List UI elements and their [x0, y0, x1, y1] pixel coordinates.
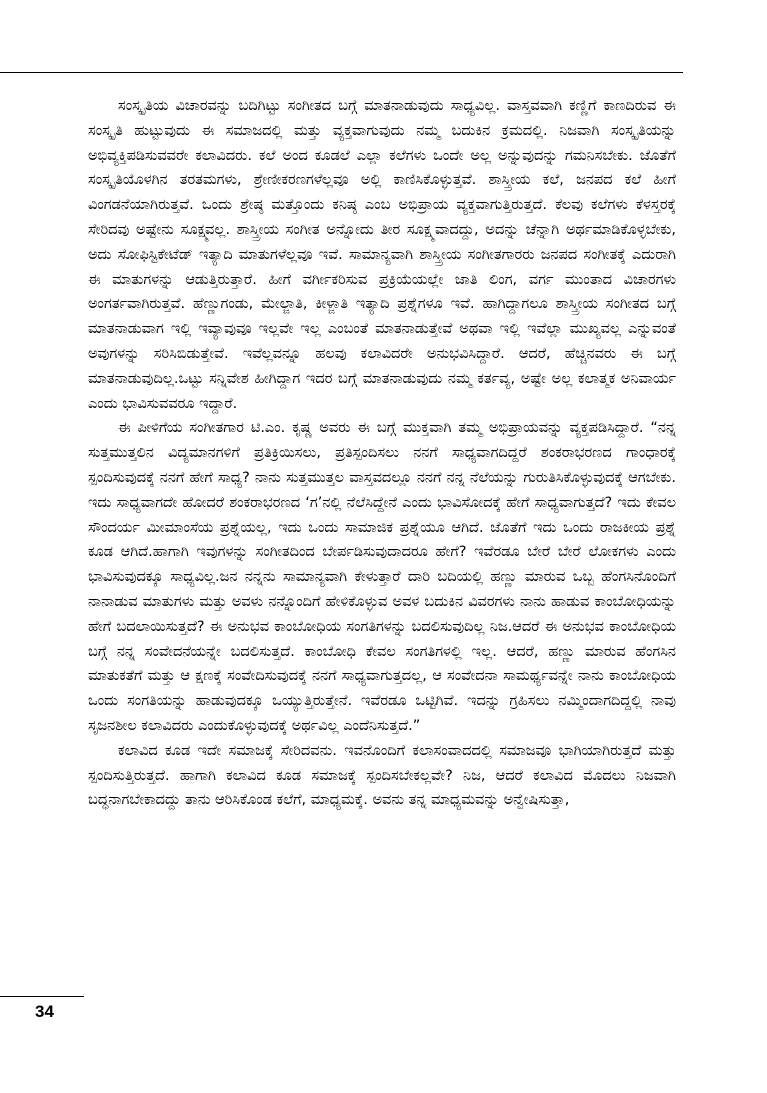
- header-rule: [0, 72, 683, 73]
- body-text: [88, 94, 676, 813]
- paragraph-3: ಕಲಾವಿದ ಕೂಡ ಇದೇ ಸಮಾಜಕ್ಕೆ ಸೇರಿದವನು. ಇವನೊಂದಿಗೆ ಕಲಾಸಂವಾದದಲ್ಲಿ ಸಮಾಜವೂ ಭಾಗಿಯಾಗಿರುತ್ತದೆ ಮತ್ತು ಸ್ಪಂದಿಸುತ್ತಿರುತ್ತದೆ. ಹಾಗಾಗಿ ಕಲಾವಿದ ಕೂಡ ಸಮಾಜಕ್ಕೆ ಸ್ಪಂದಿಸಬೇಕಲ್ಲವೇ? ನಿಜ, ಆದರೆ ಕಲಾವಿದ ಮೊದಲು ನಿಜವಾಗಿ ಬದ್ಧನಾಗಬೇಕಾದದ್ದು ತಾನು ಆರಿಸಿಕೊಂಡ ಕಲೆಗೆ, ಮಾಧ್ಯಮಕ್ಕೆ. ಅವನು ತನ್ನ ಮಾಧ್ಯಮವನ್ನು ಅನ್ವೇಷಿಸುತ್ತಾ,: [88, 742, 676, 809]
- paragraph-2: ಈ ಪೀಳಿಗೆಯ ಸಂಗೀತಗಾರ ಟಿ.ಎಂ. ಕೃಷ್ಣ ಅವರು ಈ ಬಗ್ಗೆ ಮುಕ್ತವಾಗಿ ತಮ್ಮ ಅಭಿಪ್ರಾಯವನ್ನು ವ್ಯಕ್ತಪಡಿಸಿದ್ದಾರೆ. “ನನ್ನ ಸುತ್ತಮುತ್ತಲಿನ ವಿದ್ಯಮಾನಗಳಿಗೆ ಪ್ರತಿಕ್ರಿಯಿಸಲು, ಪ್ರತಿಸ್ಪಂದಿಸಲು ನನಗೆ ಸಾಧ್ಯವಾಗದಿದ್ದರೆ ಶಂಕರಾಭರಣದ ಗಾಂಧಾರಕ್ಕೆ ಸ್ಪಂದಿಸುವುದಕ್ಕೆ ನನಗೆ ಹೇಗೆ ಸಾಧ್ಯ? ನಾನು ಸುತ್ತಮುತ್ತಲ ವಾಸ್ತವದಲ್ಲೂ ನನಗೆ ನನ್ನ ನೆಲೆಯನ್ನು ಗುರುತಿಸಿಕೊಳ್ಳುವುದಕ್ಕೆ ಆಗಬೇಕು. ಇದು ಸಾಧ್ಯವಾಗದೇ ಹೋದರೆ ಶಂಕರಾಭರಣದ ‘ಗ’ನಲ್ಲಿ ನೆಲೆಸಿದ್ದೇನೆ ಎಂದು ಭಾವಿಸೋದಕ್ಕೆ ಹೇಗೆ ಸಾಧ್ಯವಾಗುತ್ತದೆ? ಇದು ಕೇವಲ ಸೌಂದರ್ಯ ಮೀಮಾಂಸೆಯ ಪ್ರಶ್ನೆಯಲ್ಲ, ಇದು ಒಂದು ಸಾಮಾಜಿಕ ಪ್ರಶ್ನೆಯೂ ಆಗಿದೆ. ಜೊತೆಗೆ ಇದು ಒಂದು ರಾಜಕೀಯ ಪ್ರಶ್ನೆ ಕೂಡ ಆಗಿದೆ.ಹಾಗಾಗಿ ಇವುಗಳನ್ನು ಸಂಗೀತದಿಂದ ಬೇರ್ಪಡಿಸುವುದಾದರೂ ಹೇಗೆ? ಇವೆರಡೂ ಬೇರೆ ಬೇರೆ ಲೋಕಗಳು ಎಂದು ಭಾವಿಸುವುದಕ್ಕೂ ಸಾಧ್ಯವಿಲ್ಲ.ಜನ ನನ್ನನು ಸಾಮಾನ್ಯವಾಗಿ ಕೇಳುತ್ತಾರೆ ದಾರಿ ಬದಿಯಲ್ಲಿ ಹಣ್ಣು ಮಾರುವ ಒಬ್ಬ ಹೆಂಗಸಿನೊಂದಿಗೆ ನಾನಾಡುವ ಮಾತುಗಳು ಮತ್ತು ಅವಳು ನನ್ನೊಂದಿಗೆ ಹೇಳಿಕೊಳ್ಳುವ ಅವಳ ಬದುಕಿನ ವಿವರಗಳು ನಾನು ಹಾಡುವ ಕಾಂಬೋಧಿಯನ್ನು ಹೇಗೆ ಬದಲಾಯಿಸುತ್ತದೆ? ಈ ಅನುಭವ ಕಾಂಬೋಧಿಯ ಸಂಗತಿಗಳನ್ನು ಬದಲಿಸುವುದಿಲ್ಲ ನಿಜ.ಆದರೆ ಈ ಅನುಭವ ಕಾಂಬೋಧಿಯ ಬಗ್ಗೆ ನನ್ನ ಸಂವೇದನೆಯನ್ನೇ ಬದಲಿಸುತ್ತದೆ. ಕಾಂಬೋಧಿ ಕೇವಲ ಸಂಗತಿಗಳಲ್ಲಿ ಇಲ್ಲ. ಆದರೆ, ಹಣ್ಣು ಮಾರುವ ಹೆಂಗಸಿನ ಮಾತುಕತೆಗೆ ಮತ್ತು ಆ ಕ್ಷಣಕ್ಕೆ ಸಂವೇದಿಸುವುದಕ್ಕೆ ನನಗೆ ಸಾಧ್ಯವಾಗುತ್ತದಲ್ಲ, ಆ ಸಂವೇದನಾ ಸಾಮರ್ಥ್ಯವನ್ನೇ ನಾನು ಕಾಂಬೋಧಿಯ ಒಂದು ಸಂಗತಿಯನ್ನು ಹಾಡುವುದಕ್ಕೂ ಒಯ್ಯುತ್ತಿರುತ್ತೇನೆ. ಇವೆರಡೂ ಒಟ್ಟಿಗಿವೆ. ಇದನ್ನು ಗ್ರಹಿಸಲು ನಮ್ಮಿಂದಾಗದಿದ್ದಲ್ಲಿ ನಾವು ಸೃಜನಶೀಲ ಕಲಾವಿದರು ಎಂದುಕೊಳ್ಳುವುದಕ್ಕೆ ಅರ್ಥವಿಲ್ಲ ಎಂದೆನಿಸುತ್ತದೆ.”: [88, 420, 676, 734]
- footer-rule: [0, 996, 84, 997]
- page-number: 34: [35, 1002, 54, 1021]
- paragraph-1: ಸಂಸ್ಕೃತಿಯ ವಿಚಾರವನ್ನು ಬದಿಗಿಟ್ಟು ಸಂಗೀತದ ಬಗ್ಗೆ ಮಾತನಾಡುವುದು ಸಾಧ್ಯವಿಲ್ಲ. ವಾಸ್ತವವಾಗಿ ಕಣ್ಣಿಗೆ ಕಾಣದಿರುವ ಈ ಸಂಸ್ಕೃತಿ ಹುಟ್ಟುವುದು ಈ ಸಮಾಜದಲ್ಲಿ ಮತ್ತು ವ್ಯಕ್ತವಾಗುವುದು ನಮ್ಮ ಬದುಕಿನ ಕ್ರಮದಲ್ಲಿ. ನಿಜವಾಗಿ ಸಂಸ್ಕೃತಿಯನ್ನು ಅಭಿವ್ಯಕ್ತಿಪಡಿಸುವವರೇ ಕಲಾವಿದರು. ಕಲೆ ಅಂದ ಕೂಡಲೆ ಎಲ್ಲಾ ಕಲೆಗಳು ಒಂದೇ ಅಲ್ಲ ಅನ್ನುವುದನ್ನು ಗಮನಿಸಬೇಕು. ಜೊತೆಗೆ ಸಂಸ್ಕೃತಿಯೊಳಗಿನ ತರತಮಗಳು, ಶ್ರೇಣೀಕರಣಗಳೆಲ್ಲವೂ ಅಲ್ಲಿ ಕಾಣಿಸಿಕೊಳ್ಳುತ್ತವೆ. ಶಾಸ್ತ್ರೀಯ ಕಲೆ, ಜನಪದ ಕಲೆ ಹೀಗೆ ವಿಂಗಡನೆಯಾಗಿರುತ್ತವೆ. ಒಂದು ಶ್ರೇಷ್ಠ ಮತ್ತೊಂದು ಕನಿಷ್ಠ ಎಂಬ ಅಭಿಪ್ರಾಯ ವ್ಯಕ್ತವಾಗುತ್ತಿರುತ್ತದೆ. ಕೆಲವು ಕಲೆಗಳು ಕೆಳಸ್ತರಕ್ಕೆ ಸೇರಿದವು ಅಷ್ಟೇನು ಸೂಕ್ಷ್ಮವಲ್ಲ. ಶಾಸ್ತ್ರೀಯ ಸಂಗೀತ ಅನ್ನೋದು ತೀರ ಸೂಕ್ಷ್ಮವಾದದ್ದು, ಅದನ್ನು ಚೆನ್ನಾಗಿ ಅರ್ಥಮಾಡಿಕೊಳ್ಳಬೇಕು, ಅದು ಸೋಫಿಸ್ಟಿಕೇಟೆಡ್ ಇತ್ಯಾದಿ ಮಾತುಗಳೆಲ್ಲವೂ ಇವೆ. ಸಾಮಾನ್ಯವಾಗಿ ಶಾಸ್ತ್ರೀಯ ಸಂಗೀತಗಾರರು ಜನಪದ ಸಂಗೀತಕ್ಕೆ ಎದುರಾಗಿ ಈ ಮಾತುಗಳನ್ನು ಆಡುತ್ತಿರುತ್ತಾರೆ. ಹೀಗೆ ವರ್ಗೀಕರಿಸುವ ಪ್ರಕ್ರಿಯೆಯಲ್ಲೇ ಜಾತಿ ಲಿಂಗ, ವರ್ಗ ಮುಂತಾದ ವಿಚಾರಗಳು ಅಂಗರ್ತವಾಗಿರುತ್ತವೆ. ಹೆಣ್ಣುಗಂಡು, ಮೇಲ್ಜಾತಿ, ಕೀಳ್ಜಾತಿ ಇತ್ಯಾದಿ ಪ್ರಶ್ನೆಗಳೂ ಇವೆ. ಹಾಗಿದ್ದಾಗಲೂ ಶಾಸ್ತ್ರೀಯ ಸಂಗೀತದ ಬಗ್ಗೆ ಮಾತನಾಡುವಾಗ ಇಲ್ಲಿ ಇವ್ಯಾವುವೂ ಇಲ್ಲವೇ ಇಲ್ಲ ಎಂಬಂತೆ ಮಾತನಾಡುತ್ತೇವೆ ಅಥವಾ ಇಲ್ಲಿ ಇವೆಲ್ಲಾ ಮುಖ್ಯವಲ್ಲ ಎನ್ನುವಂತೆ ಅವುಗಳನ್ನು ಸರಿಸಿಬಿಡುತ್ತೇವೆ. ಇವೆಲ್ಲವನ್ನೂ ಹಲವು ಕಲಾವಿದರೇ ಅನುಭವಿಸಿದ್ದಾರೆ. ಆದರೆ, ಹೆಚ್ಚಿನವರು ಈ ಬಗ್ಗೆ ಮಾತನಾಡುವುದಿಲ್ಲ.ಒಟ್ಟು ಸನ್ನಿವೇಶ ಹೀಗಿದ್ದಾಗ ಇದರ ಬಗ್ಗೆ ಮಾತನಾಡುವುದು ನಮ್ಮ ಕರ್ತವ್ಯ, ಅಷ್ಟೇ ಅಲ್ಲ ಕಲಾತ್ಮಕ ಅನಿವಾರ್ಯ ಎಂದು ಭಾವಿಸುವವರೂ ಇದ್ದಾರೆ.: [88, 98, 676, 412]
